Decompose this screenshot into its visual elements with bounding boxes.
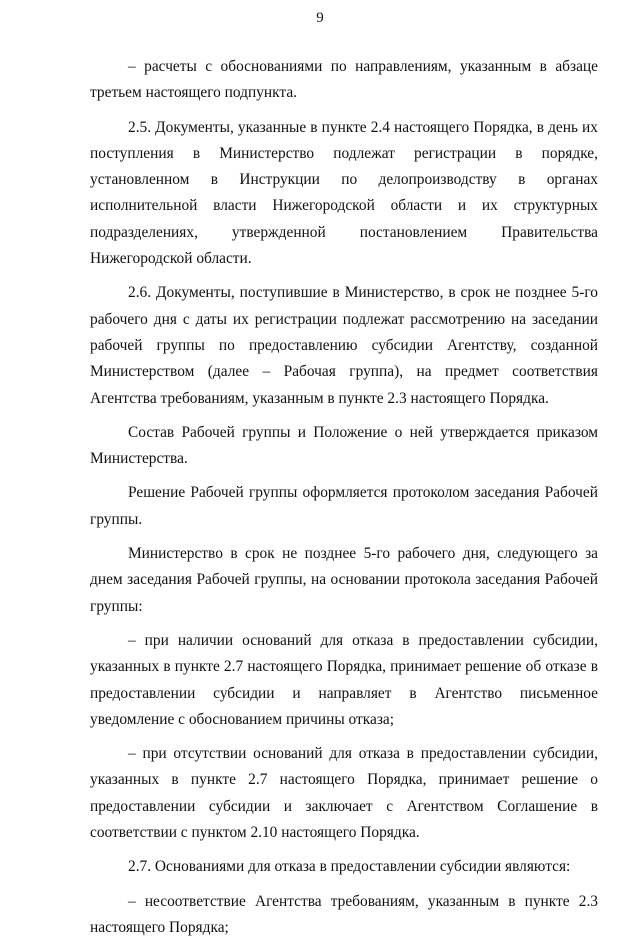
list-item-requirements-mismatch: – несоответствие Агентства требованиям, указанным в пункте 2.3 настоящего Порядка; xyxy=(90,892,598,936)
paragraph-calculations-item: – расчеты с обоснованиями по направлениям, указанным в абзаце третьем настоящего подпункта. xyxy=(90,58,598,102)
paragraph-working-group-composition: Состав Рабочей группы и Положение о ней утверждается приказом Министерства. xyxy=(90,423,598,468)
paragraph-ministry-deadline: Министерство в срок не позднее 5-го рабочего дня, следующего за днем заседания Рабочей группы, на основании протокола заседания Рабочей группы: xyxy=(90,545,598,615)
page-number: 9 xyxy=(316,10,324,26)
list-item-refusal-grounds-present: – при наличии оснований для отказа в предоставлении субсидии, указанных в пункте 2.7 настоящего Порядка, принимает решение об отказе в предоставлении субсидии и направляет в Агентство письменное уведомление с обоснованием причины отказа; xyxy=(90,631,598,728)
paragraph-working-group-decision: Решение Рабочей группы оформляется протоколом заседания Рабочей группы. xyxy=(90,484,598,528)
document-body xyxy=(90,54,598,949)
paragraph-2-6: 2.6. Документы, поступившие в Министерство, в срок не позднее 5-го рабочего дня с даты их регистрации подлежат рассмотрению на заседании рабочей группы по предоставлению субсидии Агентству, созданной Министерством (далее – Рабочая группа), на предмет соответствия Агентства требованиям, указанным в пункте 2.3 настоящего Порядка. xyxy=(90,284,598,407)
paragraph-2-7: 2.7. Основаниями для отказа в предоставлении субсидии являются: xyxy=(128,858,571,876)
paragraph-2-5: 2.5. Документы, указанные в пункте 2.4 настоящего Порядка, в день их поступления в Министерство подлежат регистрации в порядке, установленном в Инструкции по делопроизводству в органах исполнительной власти Нижегородской области и их структурных подразделениях, утвержденной постановлением Правительства Нижегородской области. xyxy=(90,118,598,268)
list-item-refusal-grounds-absent: – при отсутствии оснований для отказа в предоставлении субсидии, указанных в пункте 2.7 настоящего Порядка, принимает решение о предоставлении субсидии и заключает с Агентством Соглашение в соответствии с пунктом 2.10 настоящего Порядка. xyxy=(90,745,598,842)
